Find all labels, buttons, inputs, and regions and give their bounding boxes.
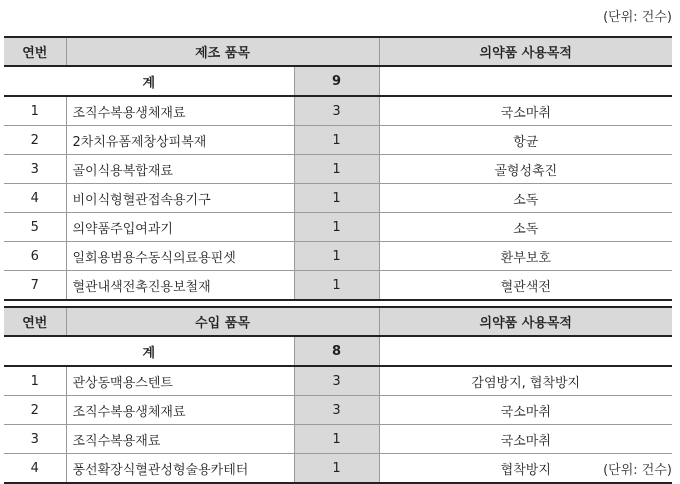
row-count: 3 — [294, 396, 379, 425]
total-count: 8 — [294, 336, 379, 366]
header-no: 연번 — [4, 307, 66, 336]
row-purpose: 국소마취 — [379, 425, 672, 454]
total-purpose-empty — [379, 66, 672, 96]
header-purpose: 의약품 사용목적 — [379, 37, 672, 66]
row-number: 7 — [4, 271, 66, 301]
row-purpose: 협착방지 — [379, 454, 672, 484]
row-count: 1 — [294, 184, 379, 213]
total-label: 계 — [4, 336, 294, 366]
header-purpose: 의약품 사용목적 — [379, 307, 672, 336]
header-no: 연번 — [4, 37, 66, 66]
manufacture-total-row — [4, 66, 672, 96]
row-item: 일회용범용수동식의료용핀셋 — [66, 242, 294, 271]
row-count: 1 — [294, 425, 379, 454]
row-item: 2차치유폼제창상피복재 — [66, 126, 294, 155]
row-item: 혈관내색전촉진용보철재 — [66, 271, 294, 301]
total-purpose-empty — [379, 336, 672, 366]
import-table — [4, 306, 672, 484]
table-row — [4, 96, 672, 126]
row-count: 1 — [294, 213, 379, 242]
row-purpose: 항균 — [379, 126, 672, 155]
table-row — [4, 366, 672, 396]
row-purpose: 국소마취 — [379, 396, 672, 425]
row-number: 4 — [4, 454, 66, 484]
row-number: 3 — [4, 155, 66, 184]
table-row — [4, 126, 672, 155]
row-count: 1 — [294, 454, 379, 484]
row-count: 3 — [294, 96, 379, 126]
row-number: 1 — [4, 366, 66, 396]
row-purpose: 소독 — [379, 213, 672, 242]
row-item: 비이식형혈관접속용기구 — [66, 184, 294, 213]
row-count: 1 — [294, 126, 379, 155]
row-purpose: 골형성촉진 — [379, 155, 672, 184]
row-item: 의약품주입여과기 — [66, 213, 294, 242]
row-purpose: 국소마취 — [379, 96, 672, 126]
table-row — [4, 184, 672, 213]
header-item: 제조 품목 — [66, 37, 379, 66]
table-row — [4, 454, 672, 484]
total-label: 계 — [4, 66, 294, 96]
table-row — [4, 271, 672, 301]
row-number: 5 — [4, 213, 66, 242]
row-purpose: 감염방지, 협착방지 — [379, 366, 672, 396]
row-item: 골이식용복합재료 — [66, 155, 294, 184]
row-item: 관상동맥용스텐트 — [66, 366, 294, 396]
table-row — [4, 155, 672, 184]
row-item: 조직수복용재료 — [66, 425, 294, 454]
row-item: 조직수복용생체재료 — [66, 96, 294, 126]
row-number: 4 — [4, 184, 66, 213]
row-purpose: 환부보호 — [379, 242, 672, 271]
row-item: 조직수복용생체재료 — [66, 396, 294, 425]
unit-label-bottom: (단위: 건수) — [603, 463, 672, 478]
row-count: 1 — [294, 242, 379, 271]
row-number: 3 — [4, 425, 66, 454]
import-total-row — [4, 336, 672, 366]
unit-label: (단위: 건수) — [603, 10, 672, 25]
header-item: 수입 품목 — [66, 307, 379, 336]
table-row — [4, 425, 672, 454]
row-number: 6 — [4, 242, 66, 271]
row-purpose: 혈관색전 — [379, 271, 672, 301]
total-count: 9 — [294, 66, 379, 96]
row-count: 1 — [294, 271, 379, 301]
manufacture-table — [4, 36, 672, 301]
row-number: 2 — [4, 126, 66, 155]
table-row — [4, 396, 672, 425]
table-row — [4, 242, 672, 271]
import-header-row — [4, 307, 672, 336]
row-item: 풍선확장식혈관성형술용카테터 — [66, 454, 294, 484]
row-number: 1 — [4, 96, 66, 126]
row-count: 3 — [294, 366, 379, 396]
row-purpose: 소독 — [379, 184, 672, 213]
manufacture-header-row — [4, 37, 672, 66]
table-row — [4, 213, 672, 242]
row-number: 2 — [4, 396, 66, 425]
row-count: 1 — [294, 155, 379, 184]
